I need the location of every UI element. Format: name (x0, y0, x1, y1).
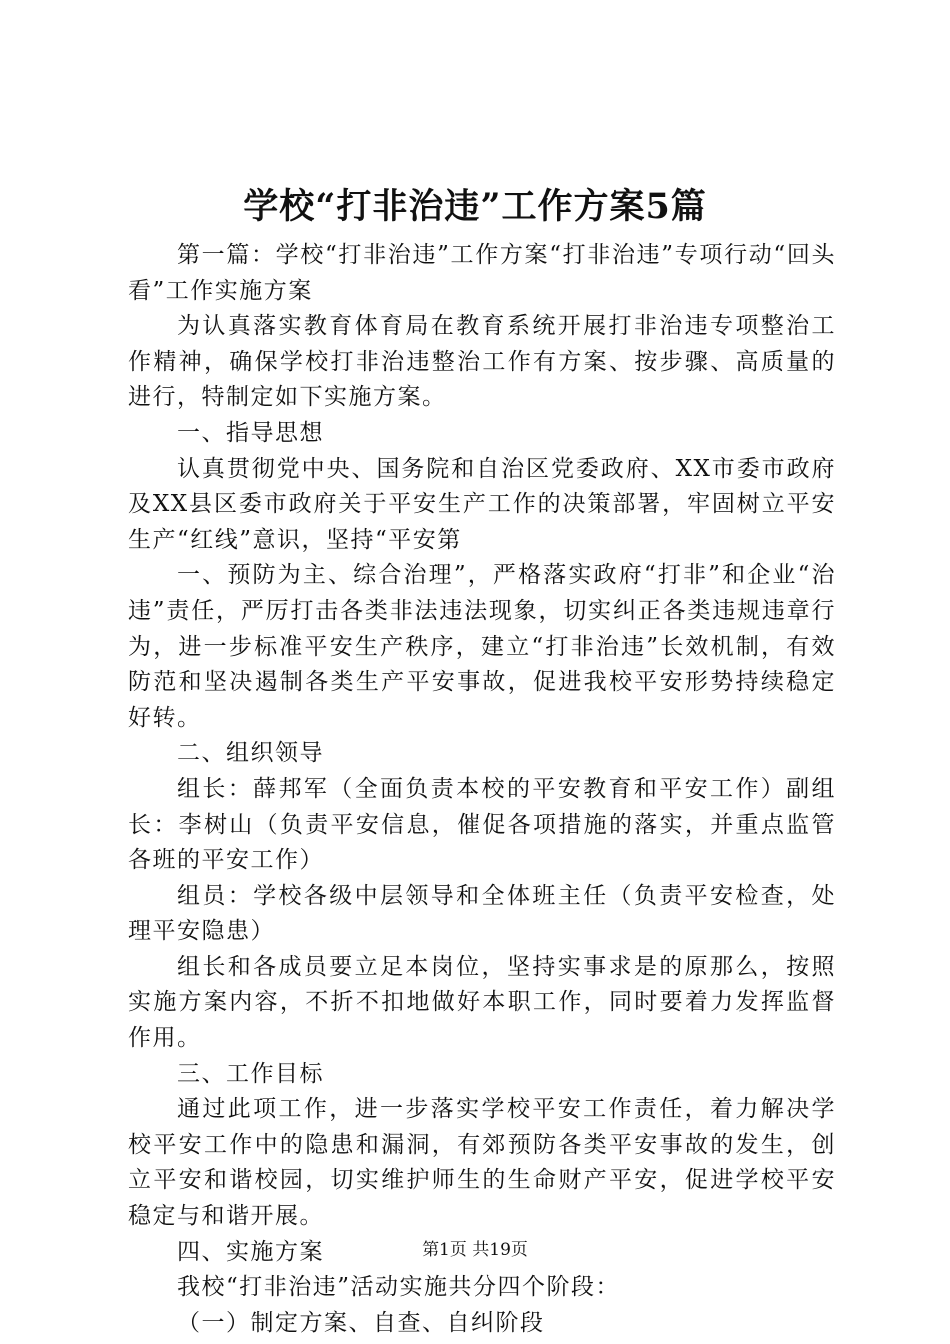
paragraph: 组员：学校各级中层领导和全体班主任（负责平安检查，处理平安隐患） (128, 882, 836, 945)
section-heading: 四、实施方案 (177, 1238, 324, 1265)
paragraph: 组长：薛邦军（全面负责本校的平安教育和平安工作）副组长：李树山（负责平安信息，催促各项措施的落实，并重点监管各班的平安工作） (128, 775, 836, 874)
sub-heading: （一）制定方案、自查、自纠阶段 (177, 1309, 545, 1336)
section-heading: 一、指导思想 (177, 419, 324, 446)
page-footer: 第1页 共19页 (422, 1240, 528, 1260)
paragraph: 我校“打非治违”活动实施共分四个阶段： (177, 1274, 621, 1301)
paragraph: 组长和各成员要立足本岗位，坚持实事求是的原那么，按照实施方案内容，不折不扣地做好本职工作，同时要着力发挥监督作用。 (128, 953, 836, 1052)
paragraph: 认真贯彻党中央、国务院和自治区党委政府、XX市委市政府及XX县区委市政府关于平安生产工作的决策部署，牢固树立平安生产“红线”意识，坚持“平安第 (128, 455, 836, 553)
document-body (128, 238, 836, 1341)
paragraph: 为认真落实教育体育局在教育系统开展打非治违专项整治工作精神，确保学校打非治违整治工作有方案、按步骤、高质量的进行，特制定如下实施方案。 (128, 313, 836, 411)
paragraph: 第一篇：学校“打非治违”工作方案“打非治违”专项行动“回头看”工作实施方案 (128, 242, 836, 304)
paragraph: 通过此项工作，进一步落实学校平安工作责任，着力解决学校平安工作中的隐患和漏洞，有郊预防各类平安事故的发生，创立平安和谐校园，切实维护师生的生命财产平安，促进学校平安稳定与和谐开展。 (128, 1096, 836, 1230)
section-heading: 二、组织领导 (177, 740, 324, 767)
paragraph: 一、预防为主、综合治理”，严格落实政府“打非”和企业“治违”责任，严厉打击各类非法违法现象，切实纠正各类违规违章行为，进一步标准平安生产秩序，建立“打非治违”长效机制，有效防范和坚决遏制各类生产平安事故，促进我校平安形势持续稳定好转。 (128, 562, 836, 731)
document-title: 学校“打非治违”工作方案5篇 (243, 186, 707, 227)
section-heading: 三、工作目标 (177, 1060, 324, 1087)
